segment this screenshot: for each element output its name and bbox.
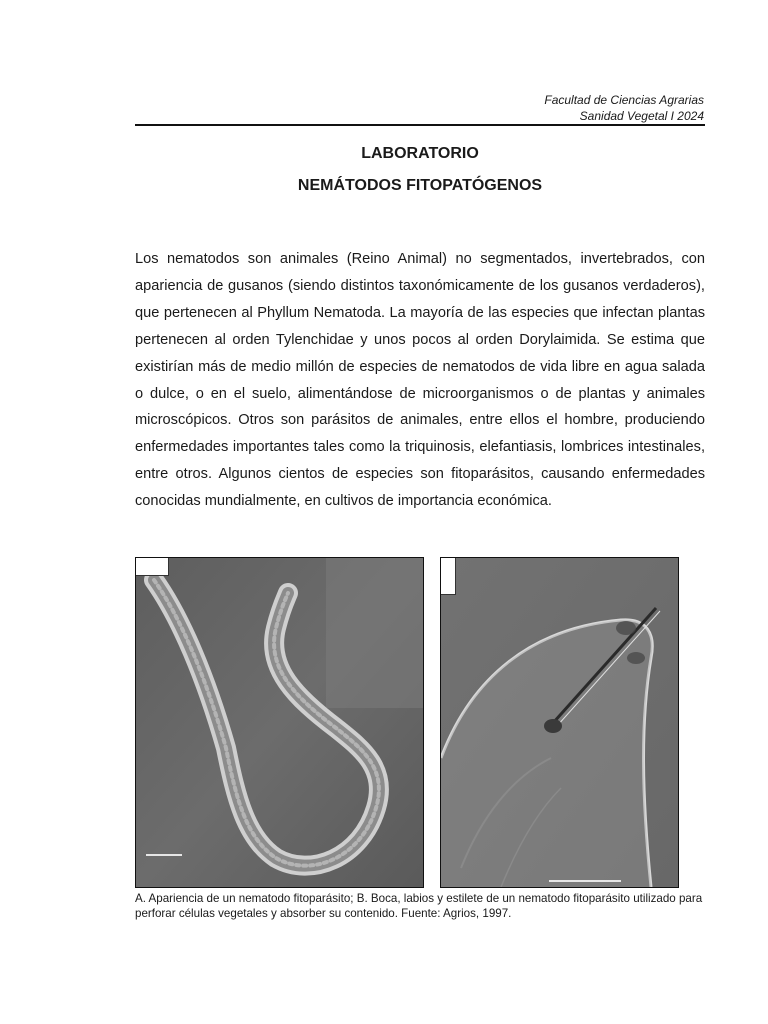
nematode-stylet-image bbox=[441, 558, 678, 887]
nematode-body-image bbox=[136, 558, 423, 887]
header-faculty: Facultad de Ciencias Agrarias bbox=[544, 93, 704, 107]
header-course: Sanidad Vegetal I 2024 bbox=[579, 109, 704, 123]
figure-a-label bbox=[136, 558, 169, 576]
figure-b-label bbox=[441, 558, 456, 595]
header-divider bbox=[135, 124, 705, 126]
figure-a-nematode-photo bbox=[135, 557, 424, 888]
figure-b-stylet-photo bbox=[440, 557, 679, 888]
body-paragraph: Los nematodos son animales (Reino Animal) no segmentados, invertebrados, con apariencia de gusanos (siendo distintos taxonómicamente de los gusanos verdaderos), que pertenecen al Phyllum Nematoda. La mayoría de las especies que infectan plantas pertenecen al orden Tylenchidae y unos pocos al orden Dorylaimida. Se estima que existirían más de medio millón de especies de nematodos de vida libre en agua salada o dulce, o en el suelo, alimentándose de microorganismos o de plantas y animales microscópicos. Otros son parásitos de animales, entre ellos el hombre, produciendo enfermedades importantes tales como la triquinosis, elefantiasis, lombrices intestinales, entre otros. Algunos cientos de especies son fitoparásitos, causando enfermedades conocidas mundialmente, en cultivos de importancia económica. bbox=[135, 251, 705, 510]
figure-caption: A. Apariencia de un nematodo fitoparásito; B. Boca, labios y estilete de un nematodo fitoparásito utilizado para perforar células vegetales y absorber su contenido. Fuente: Agrios, 1997. bbox=[135, 892, 703, 920]
page-subtitle: NEMÁTODOS FITOPATÓGENOS bbox=[297, 177, 543, 194]
page-title: LABORATORIO bbox=[361, 145, 479, 162]
document-header bbox=[544, 92, 704, 124]
